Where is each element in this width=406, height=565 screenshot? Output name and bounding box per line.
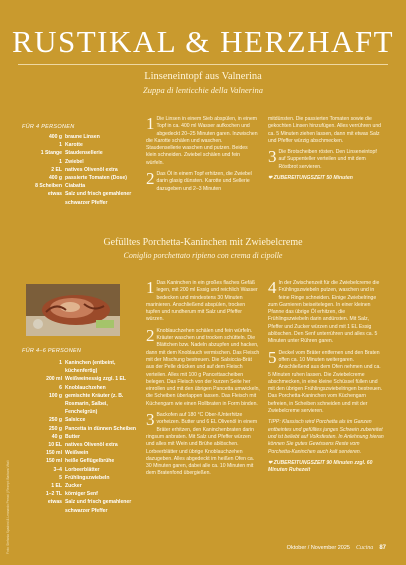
- ingredient-name: natives Olivenöl extra: [65, 166, 118, 173]
- ingredient-quantity: 250 g: [48, 417, 62, 424]
- ingredient-quantity: 5: [59, 474, 62, 481]
- step-text: Knoblauchzehen schälen und fein würfeln. Kräuter waschen und trocken schütteln. Die Blättchen bzw. Nadeln abzupfen und hacken, dann mit dem Knoblauch vermischen. Das Fleisch mit der Mischung bestreuen. Die Salsiccia-Brät aus der Pelle drücken und auf dem Fleisch verteilen. Alles mit 100 g Pancettascheiben belegen. Das Fleisch von der kurzen Seite her einrollen und mit den übrigen Pancetta umwickeln, die Scheiben überlappen lassen. Das Fleisch mit Küchengarn wie einen Rollbraten in Form binden.: [146, 327, 260, 407]
- ingredient-row: [22, 158, 141, 166]
- ingredient-quantity: 6: [59, 384, 62, 391]
- prep-time: ❤ ZUBEREITUNGSZEIT 90 Minuten zzgl. 60 Minuten Ruhezeit: [268, 459, 373, 474]
- recipe1-title: Linseneintopf aus Valnerina: [144, 71, 262, 82]
- step-number: 3: [268, 147, 277, 167]
- ingredient-name: Zwiebel: [65, 158, 84, 165]
- step-text: Das Öl in einem Topf erhitzen, die Zwiebel darin glasig dünsten. Karotte und Sellerie dazugeben und 2–3 Minuten: [156, 171, 252, 192]
- ingredient-name: braune Linsen: [65, 134, 100, 140]
- step-text: In der Zwischenzeit für die Zwiebelcreme die Frühlingszwiebeln putzen, waschen und in feine Ringe schneiden. Einige Zwiebelringe zum Garnieren beiseitelegen. In einer kleinen Pfanne das übrige Öl erhitzen, die Frühlingszwiebeln darin andünsten. Mit Salz, Pfeffer und Zucker würzen und mit 1 EL Essig ablöschen. Den Senf unterrühren und alles ca. 5 Minuten unter Rühren garen.: [268, 280, 380, 345]
- ingredient-quantity: 3–4: [53, 466, 62, 473]
- step-paragraph: [268, 347, 384, 416]
- ingredient-row: [22, 375, 141, 383]
- ingredient-row: [22, 359, 141, 375]
- ingredient-quantity: 40 g: [51, 433, 62, 440]
- ingredient-name: Weißweinessig zzgl. 1 EL: [65, 376, 127, 383]
- ingredient-quantity: 400 g: [48, 175, 62, 182]
- step-text: Das Kaninchen in ein großes flaches Gefäß legen, mit 200 ml Essig und reichlich Wasser bedecken und mindestens 30 Minuten marinieren. Anschließend abspülen, trocken tupfen und rundherum mit Salz und Pfeffer würzen.: [146, 280, 258, 323]
- ingredient-row: [22, 449, 141, 457]
- step-number: 5: [268, 347, 277, 367]
- ingredient-quantity: 10 EL: [48, 442, 62, 449]
- ingredient-row: [22, 174, 141, 182]
- step-text: Deckel vom Bräter entfernen und den Braten offen ca. 10 Minuten weitergaren. Anschließend aus dem Ofen nehmen und ca. 5 Minuten ruhen lassen. Die Zwiebelcreme abschmecken, in eine kleine Schüssel füllen und mit den übrigen Frühlingszwiebelringen bestreuen. Das Porchetta-Kaninchen vom Küchengarn befreien, in Scheiben schneiden und mit der Zwiebelcreme servieren.: [268, 349, 383, 415]
- title-divider: [18, 64, 388, 65]
- ingredient-quantity: 1: [59, 142, 62, 149]
- ingredient-row: [22, 433, 141, 441]
- ingredient-name: heiße Geflügelbrühe: [65, 458, 115, 465]
- magazine-logo: Cucina: [355, 545, 374, 551]
- ingredient-quantity: etwas: [47, 191, 62, 198]
- step-paragraph: [146, 280, 260, 324]
- recipe2-title: Gefülltes Porchetta-Kaninchen mit Zwiebelcreme: [103, 237, 303, 248]
- page-title: RUSTIKAL & HERZHAFT: [11, 24, 395, 59]
- ingredient-quantity: 400 g: [48, 134, 62, 140]
- recipe1-subtitle: Zuppa di lenticchie della Valnerina: [143, 85, 263, 95]
- ingredient-name: Frühlingszwiebeln: [65, 474, 110, 481]
- step-paragraph: [268, 280, 384, 346]
- page-footer: [287, 545, 386, 551]
- ingredient-quantity: 100 g: [48, 392, 62, 399]
- recipe2-ingredients: [22, 359, 141, 515]
- ingredient-name: Ciabatta: [65, 183, 86, 190]
- step-number: 4: [268, 278, 277, 297]
- ingredient-row: [22, 384, 141, 392]
- ingredient-quantity: 1–2 TL: [45, 491, 62, 498]
- ingredient-name: passierte Tomaten (Dose): [65, 175, 127, 182]
- ingredient-name: Salsicce: [65, 417, 86, 424]
- issue-date: Oktober / November 2025: [286, 545, 350, 551]
- ingredient-quantity: 150 ml: [46, 450, 62, 457]
- ingredient-name: Knoblauchzehen: [65, 384, 106, 391]
- ingredient-row: [22, 457, 141, 465]
- ingredient-quantity: 200 ml: [46, 376, 62, 383]
- step-paragraph: [146, 171, 258, 193]
- ingredient-name: Salz und frisch gemahlener schwarzer Pfeffer: [65, 191, 132, 206]
- ingredient-row: [22, 149, 141, 157]
- step-paragraph: [146, 325, 260, 408]
- ingredient-quantity: 150 ml: [46, 458, 62, 465]
- ingredient-name: Kaninchen (entbeint, küchenfertig): [65, 360, 116, 375]
- step-paragraph: [146, 116, 258, 167]
- step-number: 3: [146, 410, 155, 430]
- ingredient-name: natives Olivenöl extra: [65, 442, 118, 449]
- ingredient-name: Zucker: [65, 483, 82, 490]
- ingredient-quantity: 1: [59, 360, 62, 366]
- ingredient-quantity: 1 EL: [51, 483, 62, 490]
- page-number: 87: [379, 545, 386, 551]
- step-paragraph: [146, 412, 260, 478]
- ingredient-row: [22, 141, 141, 149]
- ingredient-row: [22, 498, 141, 514]
- recipe2-subtitle: Coniglio porchettato ripieno con crema di cipolle: [123, 251, 283, 260]
- ingredient-row: [22, 182, 141, 190]
- ingredient-row: [22, 416, 141, 424]
- ingredient-name: körniger Senf: [65, 491, 98, 498]
- step-number: 1: [146, 114, 155, 133]
- step-text: Die Brotscheiben rösten. Den Linseneintopf auf Suppenteller verteilen und mit dem Röstbrot servieren.: [278, 149, 377, 170]
- ingredient-name: Butter: [65, 433, 80, 440]
- ingredient-name: gemischte Kräuter (z. B. Rosmarin, Salbei, Fenchelgrün): [65, 392, 124, 416]
- ingredient-quantity: 2 EL: [51, 166, 62, 173]
- ingredient-row: [22, 466, 141, 474]
- porchetta-photo: [26, 284, 120, 336]
- ingredient-row: [22, 392, 141, 417]
- ingredient-row: [22, 441, 141, 449]
- ingredient-quantity: 1: [59, 158, 62, 165]
- recipe2-steps-col2: [268, 280, 384, 474]
- ingredient-name: Pancetta in dünnen Scheiben: [65, 425, 137, 432]
- prep-time: ❤ ZUBEREITUNGSZEIT 50 Minuten: [268, 175, 353, 182]
- step-text: Die Linsen in einem Sieb abspülen, in einem Topf in ca. 400 ml Wasser aufkochen und abgedeckt 20–25 Minuten garen. Inzwischen die Karotte schälen und waschen. Staudensellerie waschen und putzen. Beides klein schneiden. Zwiebel schälen und fein würfeln.: [146, 116, 258, 166]
- recipe1-ingredients: [22, 133, 141, 207]
- ingredient-name: Karotte: [65, 142, 83, 149]
- step-number: 1: [146, 278, 155, 297]
- step-text: mitdünsten. Die passierten Tomaten sowie die gekochten Linsen hinzufügen. Alles verrühren und ca. 5 Minuten ziehen lassen, dann mit etwas Salz und Pfeffer würzig abschmecken.: [268, 116, 381, 144]
- recipe1-steps-col1: [146, 116, 258, 197]
- step-text: TIPP: Klassisch wird Porchetta als im Ganzen entbeintes und gefülltes junges Schwein zubereitet und ist beliebt auf Volksfesten. In Anlehnung hieran können Sie gutes Gewissens Reste vom Porchetta-Kaninchen auch kalt servieren.: [268, 419, 384, 455]
- ingredient-quantity: 8 Scheiben: [35, 183, 62, 190]
- recipe1-steps-col2: [268, 116, 384, 182]
- step-text: Backofen auf 180 °C Ober-/Unterhitze vorheizen. Butter und 6 EL Olivenöl in einem Bräter erhitzen, den Kaninchenbraten darin ringsum anbraten. Mit Salz und Pfeffer würzen und alles mit Wein und Brühe ablöschen. Lorbeerblätter und übrige Knoblauchzehen dazugeben. Alles abgedeckt im heißen Ofen ca. 30 Minuten garen, dabei alle ca. 10 Minuten mit dem Bratenfond übergießen.: [146, 412, 258, 477]
- ingredient-quantity: etwas: [47, 499, 62, 506]
- step-number: 2: [146, 169, 155, 189]
- ingredient-name: Weißwein: [65, 450, 89, 457]
- recipe2-steps-col1: [146, 280, 260, 482]
- ingredient-name: Lorbeerblätter: [65, 466, 100, 473]
- ingredient-row: [22, 482, 141, 490]
- ingredient-row: [22, 490, 141, 498]
- photo-credit: Foto: Stefania Spadoni & Leonardo Peroni | Rezept: Barbara Vitali: [6, 460, 10, 554]
- tip-paragraph: [268, 419, 384, 455]
- recipe1-servings: FÜR 4 PERSONEN: [22, 124, 75, 130]
- ingredient-row: [22, 166, 141, 174]
- ingredient-name: Salz und frisch gemahlener schwarzer Pfeffer: [65, 499, 132, 514]
- step-paragraph: [268, 149, 384, 171]
- ingredient-row: [22, 474, 141, 482]
- ingredient-quantity: 250 g: [48, 425, 62, 432]
- step-paragraph: [268, 116, 384, 145]
- ingredient-quantity: 1 Stange: [40, 150, 62, 157]
- ingredient-row: [22, 190, 141, 206]
- step-number: 2: [146, 325, 155, 345]
- recipe2-servings: FÜR 4–6 PERSONEN: [22, 348, 82, 354]
- ingredient-row: [22, 425, 141, 433]
- ingredient-row: [22, 133, 141, 141]
- ingredient-name: Staudensellerie: [65, 150, 103, 157]
